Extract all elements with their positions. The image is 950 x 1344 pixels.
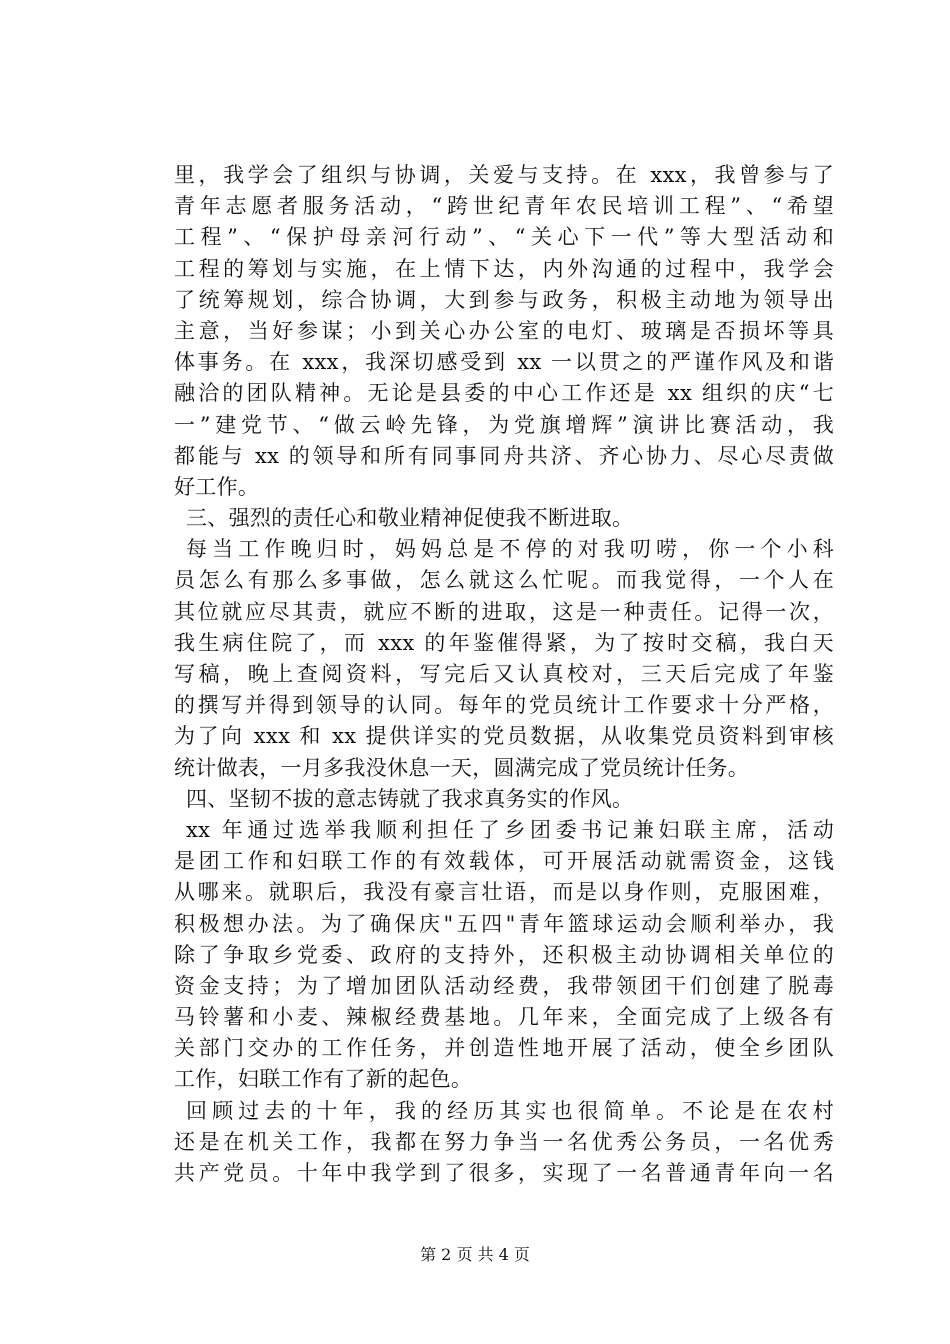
text-line: 好工作。: [174, 474, 260, 499]
text-line: 关部门交办的工作任务，并创造性地开展了活动，使全乡团队: [174, 1036, 834, 1061]
text-line: 我生病住院了，而 xxx 的年鉴催得紧，为了按时交稿，我白天: [174, 630, 834, 655]
text-line: 体事务。在 xxx，我深切感受到 xx 一以贯之的严谨作风及和谐: [174, 350, 834, 375]
text-line: 还是在机关工作，我都在努力争当一名优秀公务员，一名优秀: [174, 1129, 834, 1154]
text-line: 青年志愿者服务活动，“跨世纪青年农民培训工程”、“希望: [174, 194, 834, 219]
text-line: 为了向 xxx 和 xx 提供详实的党员数据，从收集党员资料到审核: [174, 724, 834, 749]
text-line: 除了争取乡党委、政府的支持外，还积极主动协调相关单位的: [174, 942, 834, 967]
text-line: 回顾过去的十年，我的经历其实也很简单。不论是在农村: [186, 1098, 834, 1123]
text-line: 的撰写并得到领导的认同。每年的党员统计工作要求十分严格，: [174, 693, 834, 718]
text-line: 三、强烈的责任心和敬业精神促使我不断进取。: [186, 506, 634, 531]
text-line: 主意，当好参谋；小到关心办公室的电灯、玻璃是否损坏等具: [174, 318, 834, 343]
text-line: 四、坚韧不拔的意志铸就了我求真务实的作风。: [186, 786, 634, 811]
text-line: 里，我学会了组织与协调，关爱与支持。在 xxx，我曾参与了: [174, 163, 834, 187]
text-line: 每当工作晚归时，妈妈总是不停的对我叨唠，你一个小科: [186, 537, 834, 562]
text-line: 工程的筹划与实施，在上情下达，内外沟通的过程中，我学会: [174, 256, 834, 281]
text-line: 一”建党节、“做云岭先锋，为党旗增辉”演讲比赛活动，我: [174, 412, 834, 437]
text-line: 是团工作和妇联工作的有效载体，可开展活动就需资金，这钱: [174, 849, 834, 874]
text-line: 了统筹规划，综合协调，大到参与政务，积极主动地为领导出: [174, 287, 834, 312]
text-line: 共产党员。十年中我学到了很多，实现了一名普通青年向一名: [174, 1161, 834, 1185]
page-footer: 第 2 页 共 4 页: [420, 1245, 530, 1264]
text-line: 积极想办法。为了确保庆"五四"青年篮球运动会顺利举办，我: [174, 911, 834, 936]
text-line: 统计做表，一月多我没休息一天，圆满完成了党员统计任务。: [174, 755, 750, 780]
text-line: 工程”、“保护母亲河行动”、“关心下一代”等大型活动和: [174, 225, 834, 250]
text-line: 都能与 xx 的领导和所有同事同舟共济、齐心协力、尽心尽责做: [174, 443, 834, 468]
text-line: 员怎么有那么多事做，怎么就这么忙呢。而我觉得，一个人在: [174, 568, 834, 593]
text-line: 其位就应尽其责，就应不断的进取，这是一种责任。记得一次，: [174, 599, 834, 624]
text-line: xx 年通过选举我顺利担任了乡团委书记兼妇联主席，活动: [186, 817, 834, 842]
text-line: 从哪来。就职后，我没有豪言壮语，而是以身作则，克服困难，: [174, 880, 834, 905]
text-line: 资金支持；为了增加团队活动经费，我带领团干们创建了脱毒: [174, 973, 834, 998]
document-body: [174, 160, 834, 1189]
text-line: 工作，妇联工作有了新的起色。: [174, 1067, 473, 1092]
text-line: 写稿，晚上查阅资料，写完后又认真校对，三天后完成了年鉴: [174, 662, 834, 686]
text-line: 融洽的团队精神。无论是县委的中心工作还是 xx 组织的庆“七: [174, 381, 834, 406]
text-line: 马铃薯和小麦、辣椒经费基地。几年来，全面完成了上级各有: [174, 1005, 834, 1030]
